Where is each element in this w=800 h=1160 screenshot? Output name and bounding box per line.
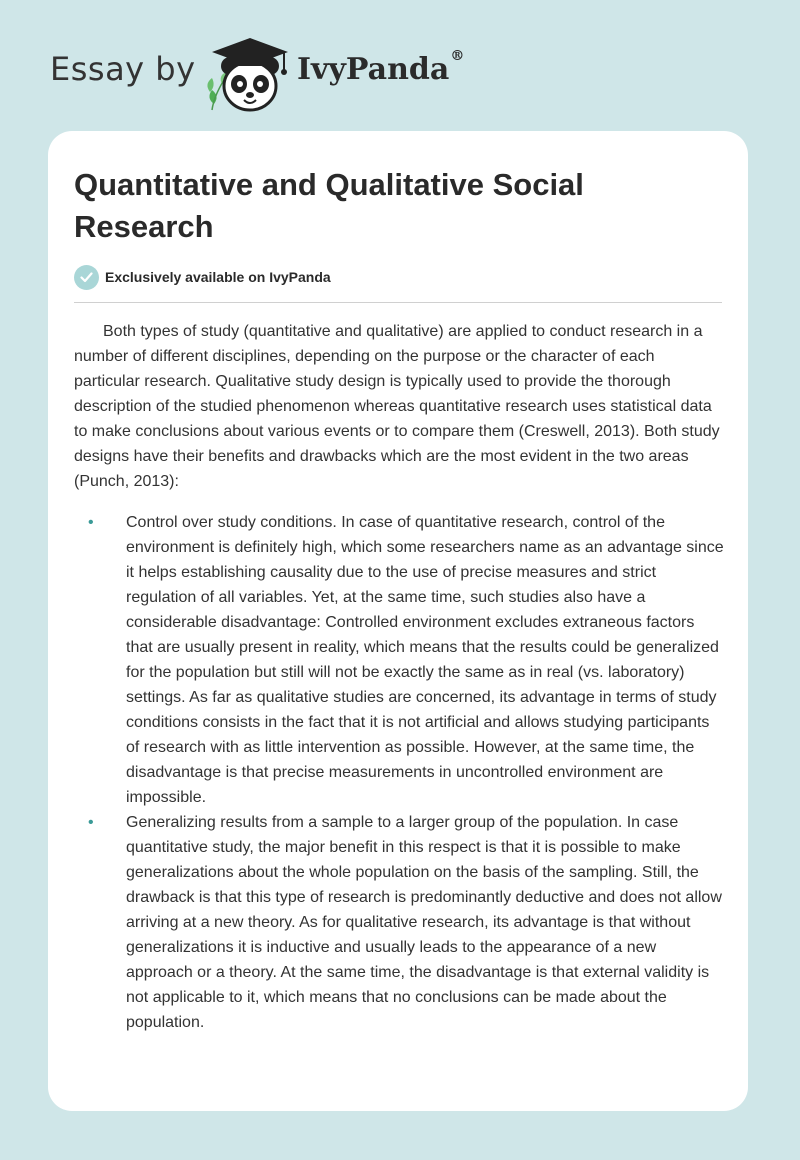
page-title: Quantitative and Qualitative Social Research <box>74 167 584 244</box>
essay-body <box>74 319 724 1035</box>
panda-logo-icon <box>200 32 296 116</box>
list-item <box>74 510 724 810</box>
check-circle-icon <box>74 265 99 290</box>
intro-paragraph: Both types of study (quantitative and qualitative) are applied to conduct research in a number of different disciplines, depending on the purpose or the character of each particular research. Qualitative study design is typically used to provide the thorough description of the studied phenomenon whereas quantitative research uses statistical data to make conclusions about various events or to compare them (Creswell, 2013). Both study designs have their benefits and drawbacks which are the most evident in the two areas (Punch, 2013): <box>74 323 720 490</box>
list-item <box>74 810 724 1035</box>
exclusive-badge <box>74 264 331 290</box>
bullet-text: Generalizing results from a sample to a larger group of the population. In case quantitative study, the major benefit in this respect is that it is possible to make generalizations about the whole population on the basis of the sampling. Still, the drawback is that this type of research is predominantly deductive and does not allow arriving at a new theory. As for qualitative research, its advantage is that without generalizations it is inductive and usually leads to the appearance of a new approach or a theory. At the same time, the disadvantage is that external validity is not applicable to it, which means that no conclusions can be made about the population. <box>126 814 722 1031</box>
bullet-list <box>74 510 724 1035</box>
essay-card <box>48 131 748 1111</box>
bullet-icon: • <box>88 514 94 531</box>
brand-prefix: Essay by <box>50 50 196 88</box>
brand-name: IvyPanda® <box>297 48 465 87</box>
badge-label: Exclusively available on IvyPanda <box>105 269 331 285</box>
divider <box>74 302 722 303</box>
registered-mark: ® <box>450 48 465 64</box>
bullet-icon: • <box>88 814 94 831</box>
brand-header <box>50 28 510 118</box>
bullet-text: Control over study conditions. In case of quantitative research, control of the environment is definitely high, which some researchers name as an advantage since it helps establishing causality due to the use of precise measures and strict regulation of all variables. Yet, at the same time, such studies also have a considerable disadvantage: Controlled environment excludes extraneous factors that are usually present in reality, which means that the results could be generalized for the population but still will not be exactly the same as in real (vs. laboratory) settings. As far as qualitative studies are concerned, its advantage in terms of study conditions consists in the fact that it is not artificial and allows studying participants of research with as little intervention as possible. However, at the same time, the disadvantage is that precise measurements in uncontrolled environment are impossible. <box>126 514 724 806</box>
